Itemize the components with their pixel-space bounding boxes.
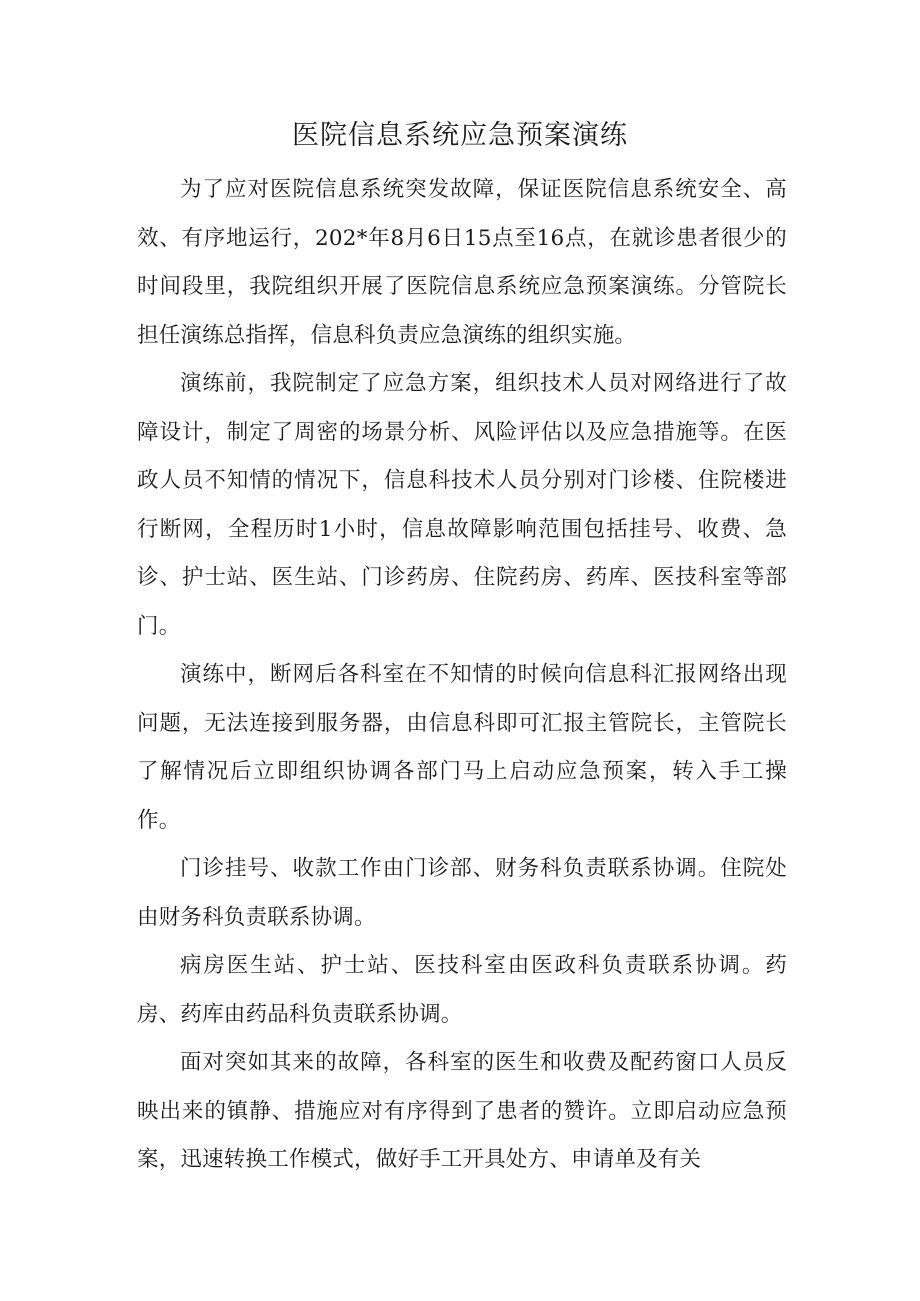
document-title: 医院信息系统应急预案演练 xyxy=(292,120,628,151)
paragraph-preparation: 演练前，我院制定了应急方案，组织技术人员对网络进行了故障设计，制定了周密的场景分析、风险评估以及应急措施等。在医政人员不知情的情况下，信息科技术人员分别对门诊楼、住院楼进行断网，全程历时1小时，信息故障影响范围包括挂号、收费、急诊、护士站、医生站、门诊药房、住院药房、药库、医技科室等部门。 xyxy=(137,371,787,639)
paragraph-outpatient: 门诊挂号、收款工作由门诊部、财务科负责联系协调。住院处由财务科负责联系协调。 xyxy=(137,856,787,930)
paragraph-ward: 病房医生站、护士站、医技科室由医政科负责联系协调。药房、药库由药品科负责联系协调。 xyxy=(137,953,787,1027)
paragraph-during-drill: 演练中，断网后各科室在不知情的时候向信息科汇报网络出现问题，无法连接到服务器，由信息科即可汇报主管院长，主管院长了解情况后立即组织协调各部门马上启动应急预案，转入手工操作。 xyxy=(137,662,787,833)
document-body xyxy=(137,166,787,1185)
paragraph-intro: 为了应对医院信息系统突发故障，保证医院信息系统安全、高效、有序地运行，202*年8月6日15点至16点，在就诊患者很少的时间段里，我院组织开展了医院信息系统应急预案演练。分管院长担任演练总指挥，信息科负责应急演练的组织实施。 xyxy=(137,177,787,348)
paragraph-response: 面对突如其来的故障，各科室的医生和收费及配药窗口人员反映出来的镇静、措施应对有序得到了患者的赞许。立即启动应急预案，迅速转换工作模式，做好手工开具处方、申请单及有关 xyxy=(137,1050,787,1172)
